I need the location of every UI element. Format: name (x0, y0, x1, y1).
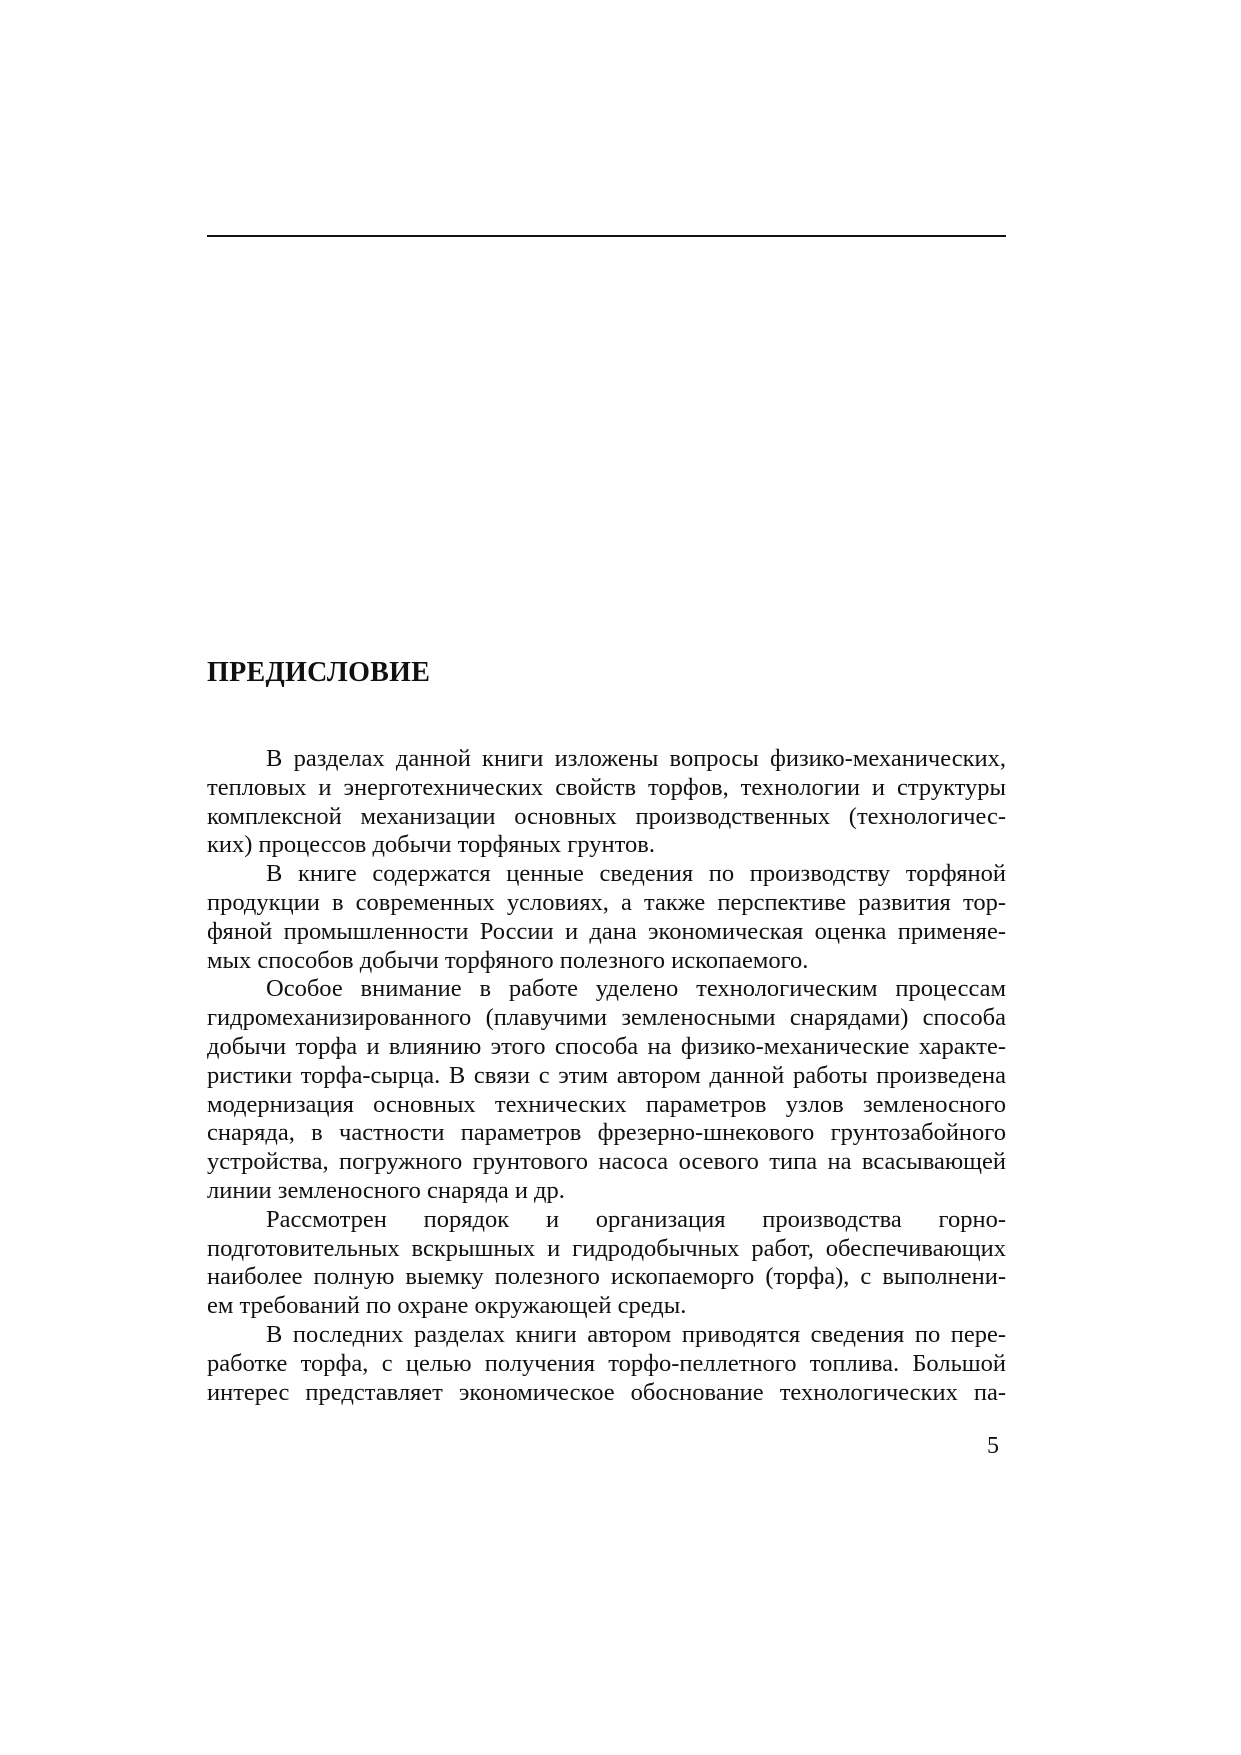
paragraph-3-line-6: снаряда, в частности параметров фрезерно-шнекового грунтозабойного (207, 1119, 1006, 1147)
paragraph-5-line-3: интерес представляет экономическое обоснование технологических па- (207, 1378, 1006, 1406)
paragraph-5-line-1: В последних разделах книги автором приводятся сведения по пере- (266, 1320, 1006, 1348)
paragraph-3-line-8: линии земленосного снаряда и др. (207, 1176, 565, 1204)
paragraph-4-line-3: наиболее полную выемку полезного ископаеморго (торфа), с выполнени- (207, 1263, 1006, 1291)
paragraph-2-line-1: В книге содержатся ценные сведения по производству торфяной (266, 860, 1006, 888)
paragraph-1-line-1: В разделах данной книги изложены вопросы физико-механических, (266, 745, 1006, 772)
paragraph-3-line-5: модернизация основных технических параметров узлов земленосного (207, 1090, 1006, 1118)
paragraph-4-line-4: ем требований по охране окружающей среды. (207, 1292, 687, 1320)
paragraph-2-line-3: фяной промышленности России и дана экономическая оценка применяе- (207, 917, 1006, 945)
page-heading: ПРЕДИСЛОВИЕ (207, 657, 431, 688)
paragraph-4-line-1: Рассмотрен порядок и организация производства горно- (266, 1205, 1006, 1233)
paragraph-1-line-2: тепловых и энерготехнических свойств торфов, технологии и структуры (207, 773, 1006, 801)
paragraph-4-line-2: подготовительных вскрышных и гидродобычных работ, обеспечивающих (207, 1234, 1006, 1262)
paragraph-3-line-4: ристики торфа-сырца. В связи с этим автором данной работы произведена (207, 1061, 1006, 1089)
paragraph-3-line-2: гидромеханизированного (плавучими земленосными снарядами) способа (207, 1004, 1006, 1032)
paragraph-3-line-3: добычи торфа и влиянию этого способа на физико-механические характе- (207, 1032, 1006, 1060)
paragraph-3-line-1: Особое внимание в работе уделено технологическим процессам (266, 975, 1006, 1003)
body-text (207, 745, 1006, 1407)
paragraph-5-line-2: работке торфа, с целью получения торфо-пеллетного топлива. Большой (207, 1349, 1006, 1377)
top-rule (207, 235, 1006, 237)
paragraph-3-line-7: устройства, погружного грунтового насоса осевого типа на всасывающей (207, 1148, 1006, 1176)
paragraph-1-line-3: комплексной механизации основных производственных (технологичес- (207, 802, 1006, 830)
page-number: 5 (987, 1433, 999, 1459)
paragraph-2-line-2: продукции в современных условиях, а также перспективе развития тор- (207, 888, 1006, 916)
paragraph-2-line-4: мых способов добычи торфяного полезного ископаемого. (207, 946, 809, 974)
paragraph-1-line-4: ких) процессов добычи торфяных грунтов. (207, 831, 655, 859)
